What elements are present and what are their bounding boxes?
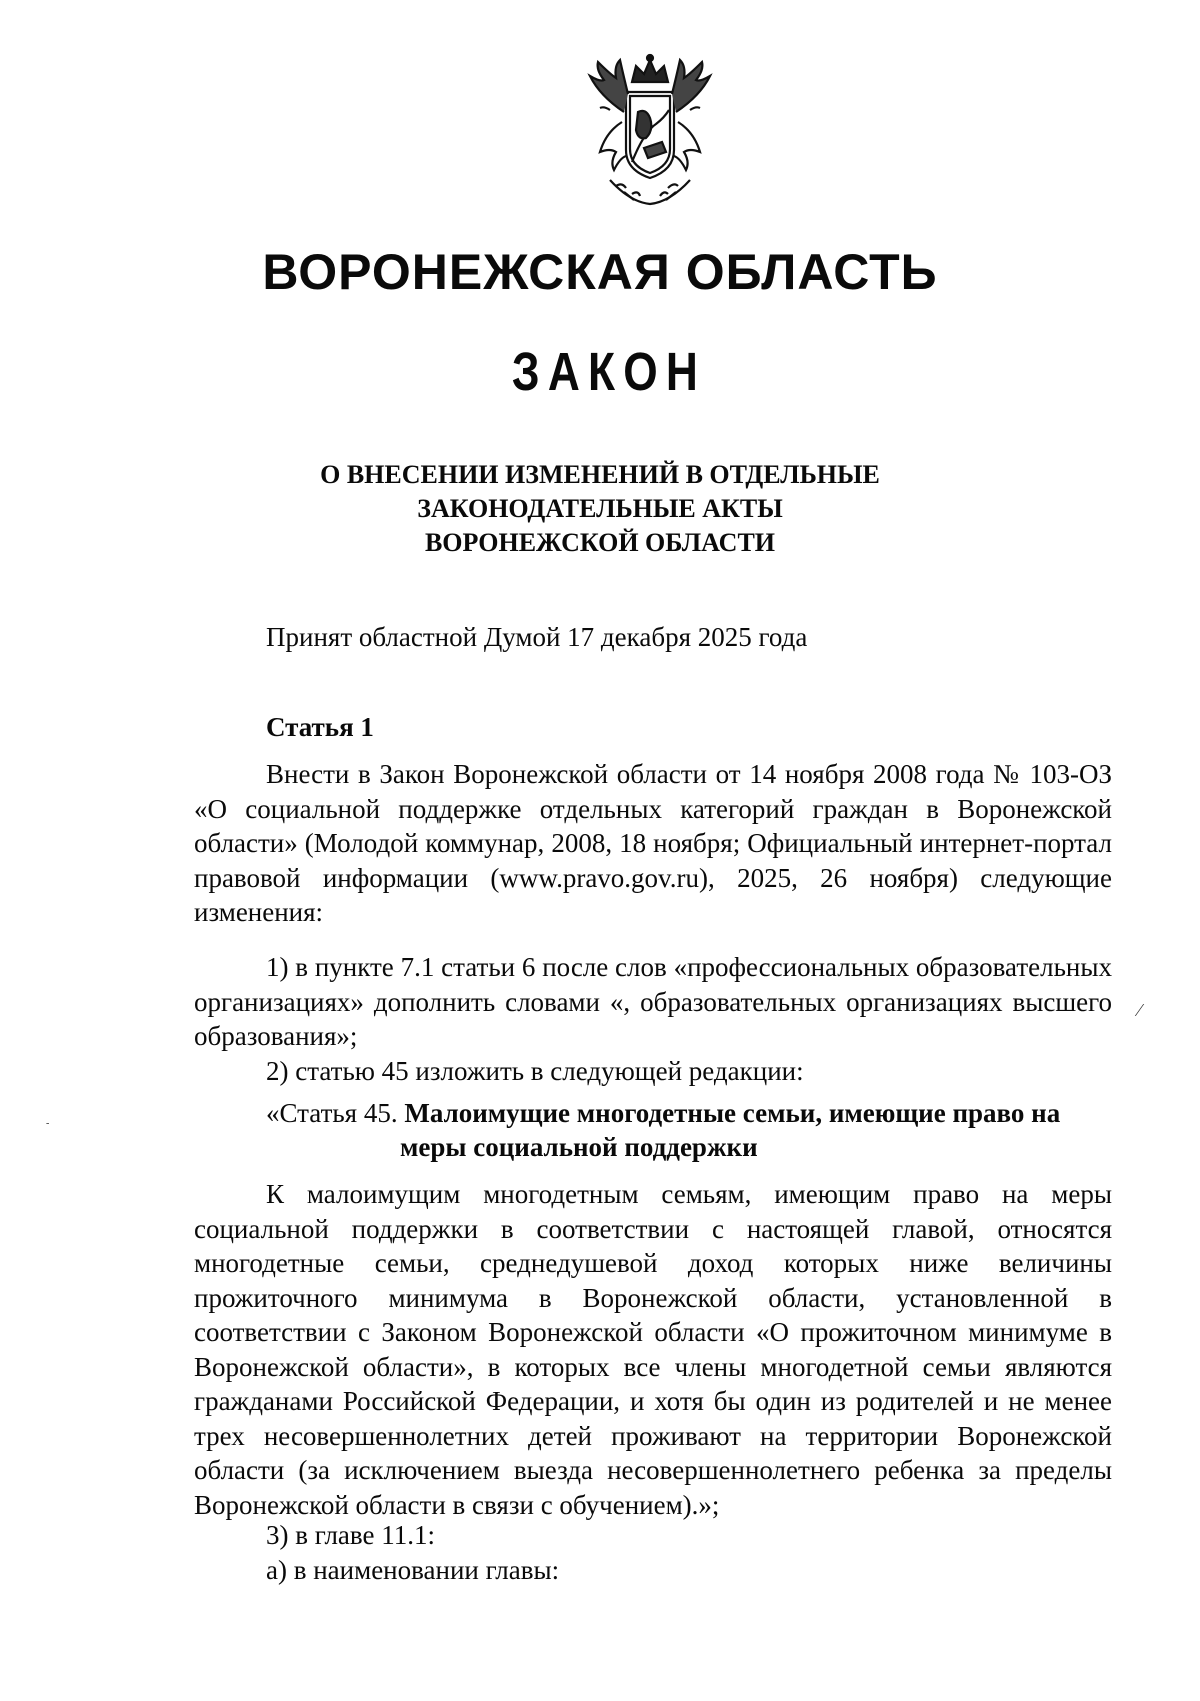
- article-1-tail-items: [266, 1518, 559, 1587]
- article-1-intro: [194, 757, 1112, 930]
- article-45-body: [194, 1177, 1112, 1522]
- article-1-heading: Статья 1: [266, 712, 374, 742]
- paragraph: Внести в Закон Воронежской области от 14 ноября 2008 года № 103-ОЗ «О социальной поддержке отдельных категорий граждан в Воронежской области» (Молодой коммунар, 2008, 18 ноября; Официальный интернет-портал правовой информации (www.pravo.gov.ru), 2025, 26 ноября) следующие изменения:: [194, 759, 1112, 927]
- law-heading-line: ЗАКОНОДАТЕЛЬНЫЕ АКТЫ: [417, 494, 783, 523]
- article-1-items: [194, 950, 1112, 1088]
- article-45-title-line2: меры социальной поддержки: [400, 1132, 758, 1162]
- item-1: 1) в пункте 7.1 статьи 6 после слов «профессиональных образовательных организациях» дополнить словами «, образовательных организациях высшего образования»;: [194, 952, 1112, 1051]
- scan-artifact-mark: ⁄: [1138, 1000, 1142, 1020]
- voronezh-coat-of-arms-icon: [570, 52, 730, 212]
- article-45-title-line1: Малоимущие многодетные семьи, имеющие право на: [404, 1098, 1061, 1128]
- article-45-prefix: «Статья 45.: [266, 1098, 398, 1128]
- item-3: 3) в главе 11.1:: [266, 1520, 435, 1550]
- region-title: ВОРОНЕЖСКАЯ ОБЛАСТЬ: [262, 244, 938, 300]
- adoption-date-line: Принят областной Думой 17 декабря 2025 года: [266, 622, 808, 652]
- item-2: 2) статью 45 изложить в следующей редакции:: [266, 1055, 804, 1086]
- law-heading-line: ВОРОНЕЖСКОЙ ОБЛАСТИ: [424, 528, 776, 557]
- item-3a: а) в наименовании главы:: [266, 1554, 560, 1585]
- scan-artifact-dot: -: [46, 1118, 50, 1129]
- law-word: ЗАКОН: [511, 342, 707, 402]
- article-45-heading: [266, 1096, 1112, 1130]
- paragraph: К малоимущим многодетным семьям, имеющим право на меры социальной поддержки в соответствии с настоящей главой, относятся многодетные семьи, среднедушевой доход которых ниже величины прожиточного минимума в Воронежской области, установленной в соответствии с Законом Воронежской области «О прожиточном минимуме в Воронежской области», в которых все члены многодетной семьи являются гражданами Российской Федерации, и хотя бы один из родителей и не менее трех несовершеннолетних детей проживают на территории Воронежской области (за исключением выезда несовершеннолетнего ребенка за пределы Воронежской области в связи с обучением).»;: [194, 1179, 1112, 1520]
- law-heading: [0, 458, 1200, 560]
- law-heading-line: О ВНЕСЕНИИ ИЗМЕНЕНИЙ В ОТДЕЛЬНЫЕ: [320, 460, 880, 489]
